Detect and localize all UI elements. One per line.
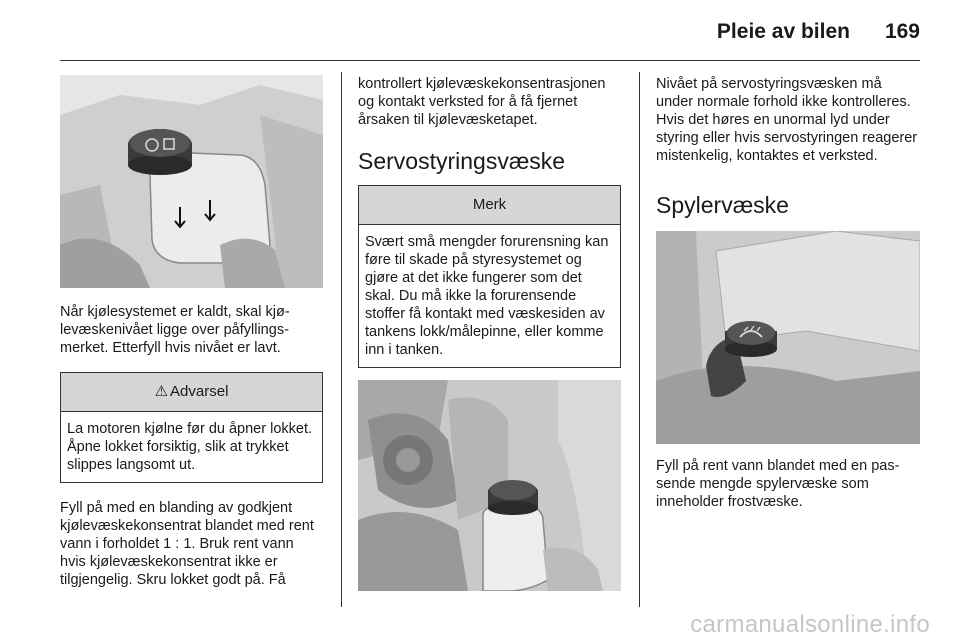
washer-fluid-heading: Spylervæske [656,192,789,218]
coolant-reservoir-photo [60,75,323,288]
note-text: Svært små mengder forurensning kan føre til skade på styresystemet og gjøre at det ikke fungerer som det skal. Du må ikke la forurensende stoffer få kontakt med væskesiden av tankens lokk/målepinne, eller komme inn i tanken. [365,234,609,358]
watermark: carmanualsonline.info [690,611,930,638]
warning-box [60,372,323,483]
warning-box-body [61,412,322,482]
note-title: Merk [472,196,507,213]
warning-title: Advarsel [170,383,229,400]
coolant-continued-text: kontrollert kjølevæskekonsentrasjonen og kontakt verksted for å få fjernet årsaken til kjølevæsketapet. [358,76,606,128]
column-1 [60,75,323,589]
washer-fluid-text: Fyll på rent vann blandet med en passende mengde spylervæske som inneholder frostvæske. [656,458,900,510]
header-rule [60,60,920,61]
power-steering-text: Nivået på servostyringsvæsken må under normale forhold ikke kontrolleres. Hvis det høres en unormal lyd under styring eller hvis servostyringen reagerer mistenkelig, kontaktes et verksted. [656,76,918,164]
warning-triangle-icon: ⚠ [154,383,169,400]
coolant-fill-text: Fyll på med en blanding av godkjent kjølevæskekonsentrat blandet med rent vann i forholdet 1 : 1. Bruk rent vann hvis kjølevæskekonsentrat ikke er tilgjengelig. Skru lokket godt på. Få [60,500,314,588]
coolant-level-text: Når kjølesystemet er kaldt, skal kjølevæskenivået ligge over påfyllingsmerket. Etterfyll hvis nivået er lavt. [60,304,290,356]
power-steering-heading: Servostyringsvæske [358,148,566,174]
warning-box-header [61,373,322,412]
column-3 [656,75,920,511]
power-steering-reservoir-photo [358,380,621,591]
warning-text: La motoren kjølne før du åpner lokket. Åpne lokket forsiktig, slik at trykket slippes langsomt ut. [67,421,313,473]
section-title: Pleie av bilen [716,20,850,43]
column-divider [639,72,640,607]
column-divider [341,72,342,607]
note-box-header [359,186,620,225]
washer-reservoir-photo [656,231,920,444]
page-number: 169 [884,20,920,43]
column-2 [358,75,621,591]
note-box-body [359,225,620,367]
note-box [358,185,621,368]
